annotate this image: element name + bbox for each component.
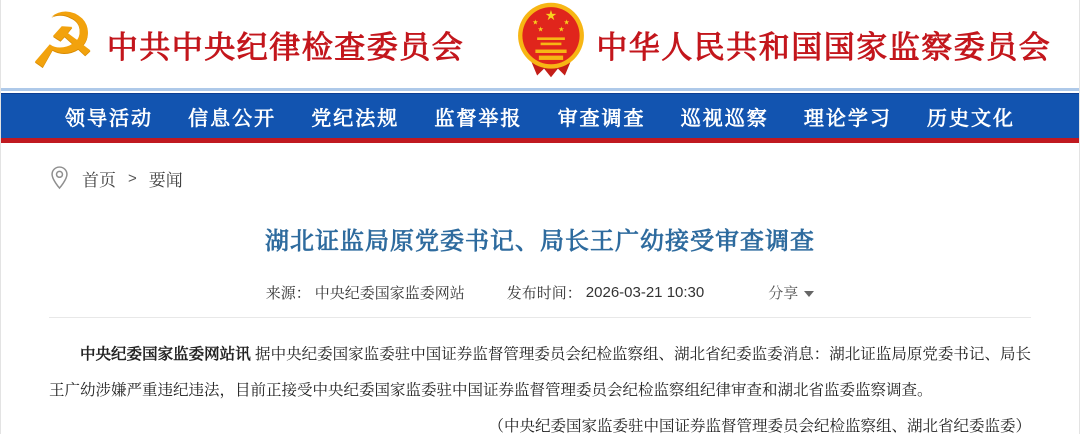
nav-accent-line bbox=[1, 138, 1079, 143]
svg-text:★: ★ bbox=[563, 17, 571, 26]
share-label: 分享 bbox=[768, 285, 799, 302]
meta-separator bbox=[49, 317, 1031, 318]
share-button[interactable] bbox=[768, 282, 814, 303]
article-body-text: 据中央纪委国家监委驻中国证券监督管理委员会纪检监察组、湖北省纪委监委消息：湖北证监局原党委书记、局长王广幼涉嫌严重违纪违法，目前正接受中央纪委国家监委驻中国证券监督管理委员会纪检监察组纪律审查和湖北省监委监察调查。 bbox=[49, 346, 1031, 399]
party-emblem-icon: ☭ bbox=[28, 0, 97, 85]
article-source bbox=[266, 282, 465, 303]
breadcrumb-current[interactable]: 要闻 bbox=[148, 170, 183, 190]
svg-text:★: ★ bbox=[532, 17, 539, 26]
article-meta bbox=[49, 282, 1031, 303]
article-title: 湖北证监局原党委书记、局长王广幼接受审查调查 bbox=[265, 228, 815, 255]
nav-item-theory-study[interactable]: 理论学习 bbox=[803, 107, 892, 130]
nav-item-supervision-report[interactable]: 监督举报 bbox=[434, 107, 523, 130]
source-label: 来源： bbox=[265, 285, 311, 302]
chevron-down-icon bbox=[804, 291, 814, 297]
breadcrumb-separator: > bbox=[128, 169, 137, 187]
national-emblem-icon bbox=[516, 1, 586, 84]
site-header bbox=[1, 0, 1079, 88]
nav-item-history-culture[interactable]: 历史文化 bbox=[926, 107, 1015, 130]
nav-item-review-investigation[interactable]: 审查调查 bbox=[557, 107, 646, 130]
nav-item-party-regulations[interactable]: 党纪法规 bbox=[311, 107, 400, 130]
nav-item-leadership[interactable]: 领导活动 bbox=[65, 107, 153, 130]
brand-nsc-title: 中华人民共和国国家监察委员会 bbox=[596, 29, 1052, 65]
article-publish-time bbox=[507, 282, 704, 303]
content bbox=[1, 165, 1079, 434]
main-nav bbox=[1, 93, 1079, 138]
brand-ccdi[interactable] bbox=[28, 0, 465, 85]
article-body-lead: 中央纪委国家监委网站讯 bbox=[80, 346, 251, 363]
svg-text:★: ★ bbox=[558, 24, 565, 33]
nav-item-inspection-tour[interactable]: 巡视巡察 bbox=[680, 107, 769, 130]
article-body bbox=[49, 337, 1031, 409]
source-value: 中央纪委国家监委网站 bbox=[314, 285, 465, 302]
svg-text:★: ★ bbox=[537, 24, 545, 33]
breadcrumb-home[interactable]: 首页 bbox=[82, 170, 116, 190]
location-pin-icon bbox=[49, 165, 70, 191]
publish-time-value: 2026-03-21 10:30 bbox=[585, 284, 705, 301]
brand-ccdi-title: 中共中央纪律检查委员会 bbox=[106, 29, 465, 65]
brand-nsc[interactable] bbox=[516, 5, 1051, 84]
svg-text:★: ★ bbox=[545, 7, 558, 24]
breadcrumb bbox=[49, 165, 1031, 191]
article-attribution: （中央纪委国家监委驻中国证券监督管理委员会纪检监察组、湖北省纪委监委） bbox=[488, 418, 1031, 434]
publish-time-label: 发布时间： bbox=[506, 285, 582, 302]
nav-item-info-disclosure[interactable]: 信息公开 bbox=[188, 107, 277, 130]
